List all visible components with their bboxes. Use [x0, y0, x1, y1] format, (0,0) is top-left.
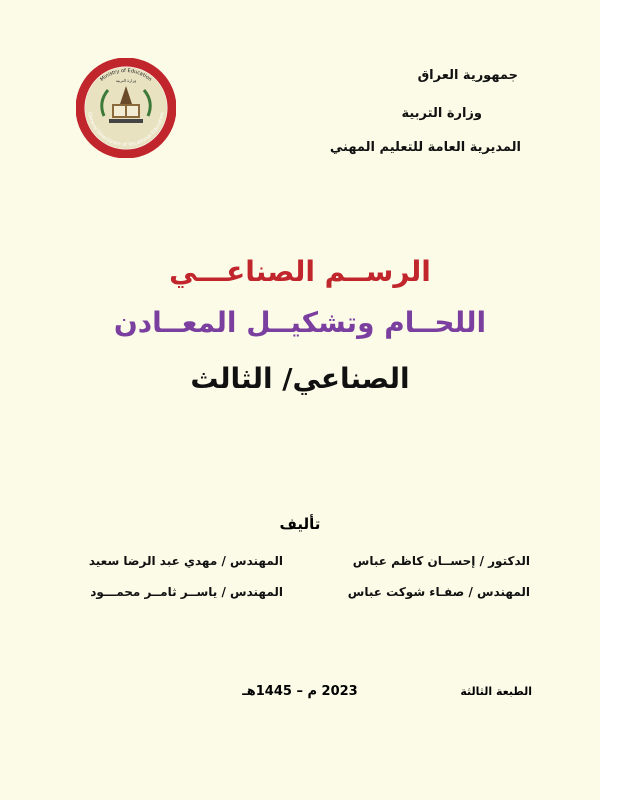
svg-text:وزارة التربية: وزارة التربية — [115, 78, 137, 83]
grade-title: الصناعي/ الثالث — [190, 362, 410, 395]
specialty-title: اللحــام وتشكيــل المعــادن — [113, 306, 487, 339]
country-name: جمهورية العراق — [417, 68, 518, 83]
edition-label: الطبعة الثالثة — [460, 685, 532, 698]
author-3: المهندس / صفـاء شوكت عباس — [347, 585, 530, 599]
ministry-name: وزارة التربية — [401, 106, 482, 121]
publication-year: 2023 م – 1445هـ — [242, 684, 358, 699]
directorate-name: المديرية العامة للتعليم المهني — [329, 140, 521, 155]
ministry-logo-seal — [76, 58, 176, 158]
author-1: الدكتور / إحســان كاظم عباس — [352, 554, 530, 568]
svg-text:Ministry of Education: Ministry of Education — [99, 67, 153, 83]
subject-title: الرســم الصناعـــي — [169, 255, 431, 288]
author-2: المهندس / مهدي عبد الرضا سعيد — [88, 554, 283, 568]
authorship-heading: تأليف — [279, 515, 321, 533]
svg-text:General Directorate of Vocatio: General Directorate of Vocational Education — [86, 111, 166, 149]
author-4: المهندس / ياســر ثامــر محمـــود — [90, 585, 283, 599]
